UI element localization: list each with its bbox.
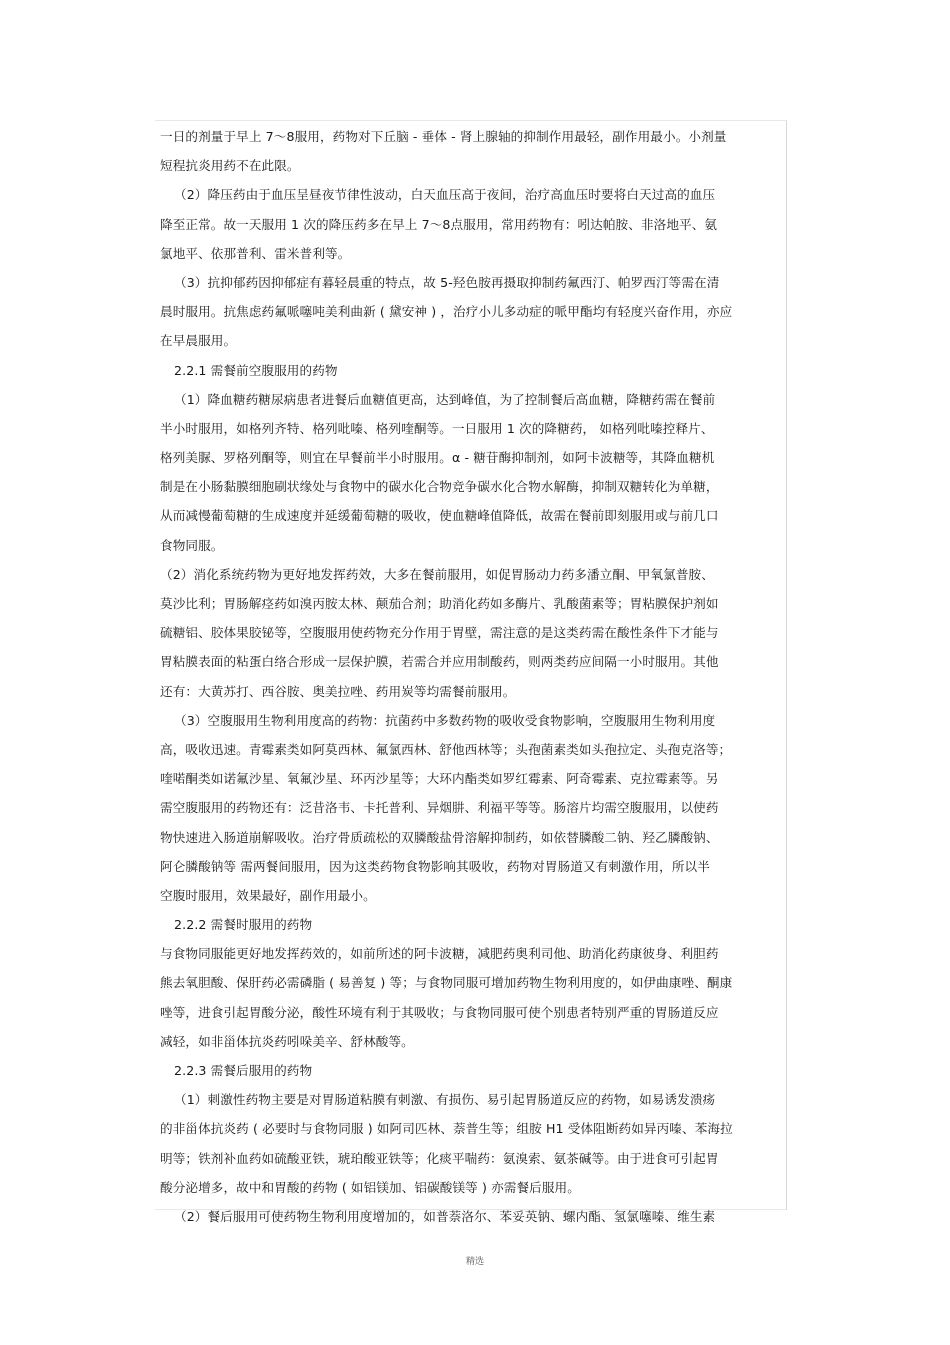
- text-line: 2.2.1 需餐前空腹服用的药物: [174, 362, 338, 378]
- text-line: 格列美脲、罗格列酮等，则宜在早餐前半小时服用。α - 糖苷酶抑制剂，如阿卡波糖等，其降血糖机: [160, 450, 715, 466]
- text-line: （1）降血糖药糖尿病患者进餐后血糖值更高，达到峰值，为了控制餐后高血糖，降糖药需在餐前: [174, 391, 716, 407]
- text-line: 胃粘膜表面的粘蛋白络合形成一层保护膜，若需合并应用制酸药，则两类药应间隔一小时服用。其他: [160, 654, 719, 670]
- text-line: 熊去氧胆酸、保肝药必需磷脂 ( 易善复 ) 等；与食物同服可增加药物生物利用度的，如伊曲康唑、酮康: [160, 975, 733, 991]
- text-line: 酸分泌增多，故中和胃酸的药物 ( 如铝镁加、铝碳酸镁等 ) 亦需餐后服用。: [160, 1179, 580, 1195]
- text-line: 唑等，进食引起胃酸分泌，酸性环境有利于其吸收；与食物同服可使个别患者特别严重的胃肠道反应: [160, 1004, 719, 1020]
- text-line: 的非甾体抗炎药 ( 必要时与食物同服 ) 如阿司匹林、萘普生等；组胺 H1 受体阻断药如异丙嗪、苯海拉: [160, 1121, 733, 1137]
- text-line: 从而减慢葡萄糖的生成速度并延缓葡萄糖的吸收，使血糖峰值降低，故需在餐前即刻服用或与前几口: [160, 508, 719, 524]
- text-line: 食物同服。: [160, 537, 224, 553]
- text-line: 高，吸收迅速。青霉素类如阿莫西林、氟氯西林、舒他西林等；头孢菌素类如头孢拉定、头孢克洛等；: [160, 741, 732, 757]
- text-line: （2）降压药由于血压呈昼夜节律性波动，白天血压高于夜间，治疗高血压时要将白天过高的血压: [174, 187, 716, 203]
- text-line: 还有：大黄苏打、西谷胺、奥美拉唑、药用炭等均需餐前服用。: [160, 683, 516, 699]
- text-line: （2）消化系统药物为更好地发挥药效，大多在餐前服用，如促胃肠动力药多潘立酮、甲氧氯普胺、: [160, 566, 714, 582]
- text-line: （1）刺激性药物主要是对胃肠道粘膜有刺激、有损伤、易引起胃肠道反应的药物，如易诱发溃疡: [174, 1092, 716, 1108]
- text-line: （2）餐后服用可使药物生物利用度增加的，如普萘洛尔、苯妥英钠、螺内酯、氢氯噻嗪、维生素: [174, 1208, 716, 1224]
- text-line: 明等；铁剂补血药如硫酸亚铁，琥珀酸亚铁等；化痰平喘药：氨溴索、氨茶碱等。由于进食可引起胃: [160, 1150, 719, 1166]
- document-body: [160, 122, 770, 1231]
- text-line: 减轻，如非甾体抗炎药吲哚美辛、舒林酸等。: [160, 1033, 414, 1049]
- text-line: 降至正常。故一天服用 1 次的降压药多在早上 7～8点服用，常用药物有：吲达帕胺、非洛地平、氨: [160, 216, 718, 232]
- text-line: 与食物同服能更好地发挥药效的，如前所述的阿卡波糖，减肥药奥利司他、助消化药康彼身、利胆药: [160, 946, 719, 962]
- page-footer: 精选: [465, 1257, 484, 1267]
- text-line: 制是在小肠黏膜细胞刷状缘处与食物中的碳水化合物竞争碳水化合物水解酶，抑制双糖转化为单糖，: [160, 479, 719, 495]
- text-line: 半小时服用，如格列齐特、格列吡嗪、格列喹酮等。一日服用 1 次的降糖药， 如格列吡嗪控释片、: [160, 420, 714, 436]
- text-line: 阿仑膦酸钠等 需两餐间服用，因为这类药物食物影响其吸收，药物对胃肠道又有刺激作用，所以半: [160, 858, 710, 874]
- text-line: 在早晨服用。: [160, 333, 237, 349]
- text-line: 短程抗炎用药不在此限。: [160, 158, 300, 174]
- text-line: 晨时服用。抗焦虑药氟哌噻吨美利曲新 ( 黛安神 ) ，治疗小儿多动症的哌甲酯均有轻度兴奋作用，亦应: [160, 304, 733, 320]
- text-line: 氯地平、依那普利、雷米普利等。: [160, 245, 351, 261]
- text-line: （3）空腹服用生物利用度高的药物：抗菌药中多数药物的吸收受食物影响，空腹服用生物利用度: [174, 712, 716, 728]
- text-line: 硫糖铝、胶体果胶铋等，空腹服用使药物充分作用于胃壁，需注意的是这类药需在酸性条件下才能与: [160, 625, 719, 641]
- text-line: 空腹时服用，效果最好，副作用最小。: [160, 887, 376, 903]
- text-line: 物快速进入肠道崩解吸收。治疗骨质疏松的双膦酸盐骨溶解抑制药，如依替膦酸二钠、羟乙膦酸钠、: [160, 829, 719, 845]
- text-line: 需空腹服用的药物还有：泛昔洛韦、卡托普利、异烟肼、利福平等等。肠溶片均需空腹服用，以使药: [160, 800, 719, 816]
- text-line: 2.2.3 需餐后服用的药物: [174, 1063, 313, 1078]
- text-line: 一日的剂量于早上 7～8服用，药物对下丘脑 - 垂体 - 肾上腺轴的抑制作用最轻，副作用最小。小剂量: [160, 129, 727, 144]
- text-line: （3）抗抑郁药因抑郁症有暮轻晨重的特点，故 5-羟色胺再摄取抑制药氟西汀、帕罗西汀等需在清: [174, 274, 720, 290]
- text-line: 喹喏酮类如诺氟沙星、氧氟沙星、环丙沙星等；大环内酯类如罗红霉素、阿奇霉素、克拉霉素等。另: [160, 771, 719, 787]
- text-line: 2.2.2 需餐时服用的药物: [174, 917, 313, 933]
- text-line: 莫沙比利；胃肠解痉药如溴丙胺太林、颠茄合剂；助消化药如多酶片、乳酸菌素等；胃粘膜保护剂如: [160, 596, 719, 611]
